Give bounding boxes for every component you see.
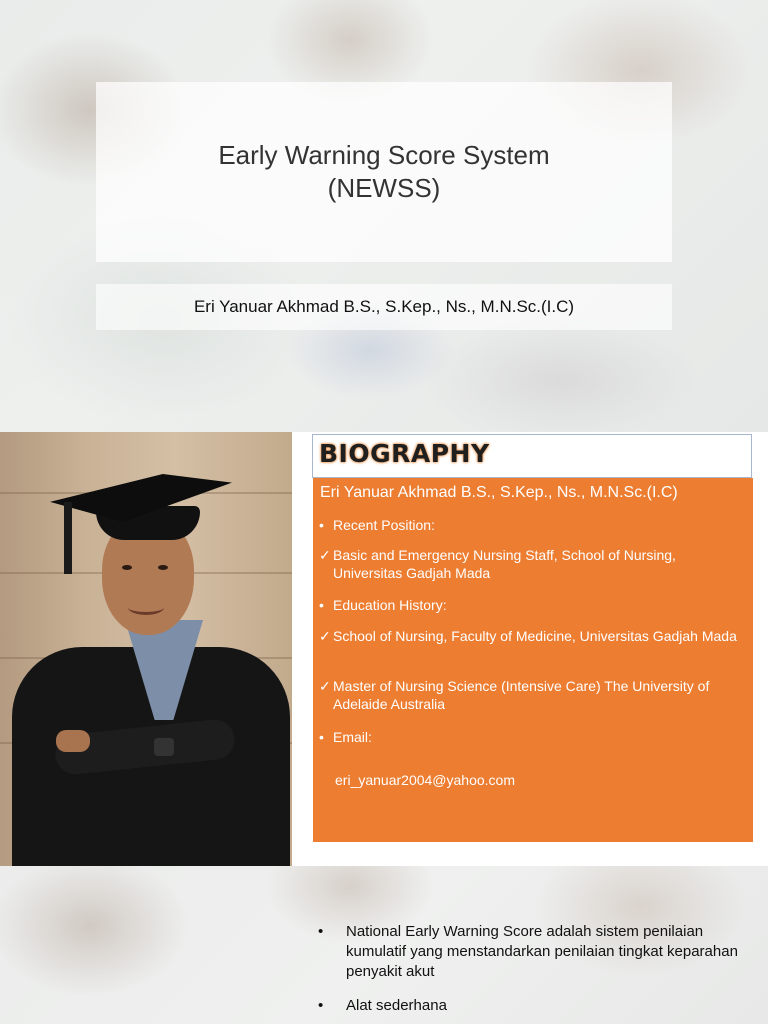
- subtitle-box: [96, 284, 672, 330]
- bio-item-text: Basic and Emergency Nursing Staff, School of Nursing, Universitas Gadjah Mada: [333, 547, 676, 581]
- definition-bullet: [318, 922, 748, 982]
- bio-item-text: Master of Nursing Science (Intensive Care) The University of Adelaide Australia: [333, 678, 710, 712]
- slide-title-line-1: Early Warning Score System: [218, 140, 550, 170]
- biography-header: [312, 434, 752, 478]
- title-box: [96, 82, 672, 262]
- bio-item-text: School of Nursing, Faculty of Medicine, Universitas Gadjah Mada: [333, 628, 737, 644]
- tool-bullet: [318, 996, 748, 1016]
- slide-title-line-2: (NEWSS): [327, 173, 441, 203]
- bio-item-recent-position: [319, 516, 744, 534]
- biography-panel: [313, 478, 753, 842]
- left-eye: [122, 565, 132, 570]
- bullet-text: National Early Warning Score adalah sistem penilaian kumulatif yang menstandarkan penilaian tingkat keparahan penyakit akut: [346, 923, 738, 980]
- bullet-icon: •: [319, 597, 324, 613]
- bullet-icon: •: [319, 517, 324, 533]
- checkmark-icon: ✓: [319, 547, 331, 563]
- bio-item-education-history: [319, 596, 744, 614]
- bullet-text: Alat sederhana: [346, 997, 447, 1014]
- bio-item-text: Education History:: [333, 597, 447, 613]
- smile: [128, 600, 164, 615]
- slide-subtitle: Eri Yanuar Akhmad B.S., S.Kep., Ns., M.N.Sc.(I.C): [193, 297, 575, 316]
- bullet-icon: •: [319, 729, 324, 745]
- checkmark-icon: ✓: [319, 628, 331, 644]
- bio-item-text: Email:: [333, 729, 372, 745]
- bio-item-position-detail: [319, 546, 744, 582]
- news-definition-slide: [0, 866, 768, 1024]
- bio-item-education-2: [319, 677, 744, 713]
- bullet-icon: •: [318, 923, 324, 940]
- checkmark-icon: ✓: [319, 678, 331, 694]
- bio-item-education-1: [319, 627, 744, 645]
- bullet-icon: •: [318, 997, 324, 1014]
- title-slide: [0, 0, 768, 432]
- hand: [56, 730, 90, 752]
- right-eye: [158, 565, 168, 570]
- portrait-photo: [0, 432, 292, 866]
- email-address: eri_yanuar2004@yahoo.com: [335, 772, 515, 788]
- bio-name: Eri Yanuar Akhmad B.S., S.Kep., Ns., M.N.Sc.(I.C): [320, 484, 678, 501]
- bio-item-email-label: [319, 728, 744, 746]
- biography-slide: [0, 432, 768, 866]
- watch-icon: [154, 738, 174, 756]
- tassel: [64, 502, 72, 574]
- biography-title: BIOGRAPHY: [319, 439, 490, 468]
- bio-item-text: Recent Position:: [333, 517, 435, 533]
- mortarboard: [50, 474, 232, 522]
